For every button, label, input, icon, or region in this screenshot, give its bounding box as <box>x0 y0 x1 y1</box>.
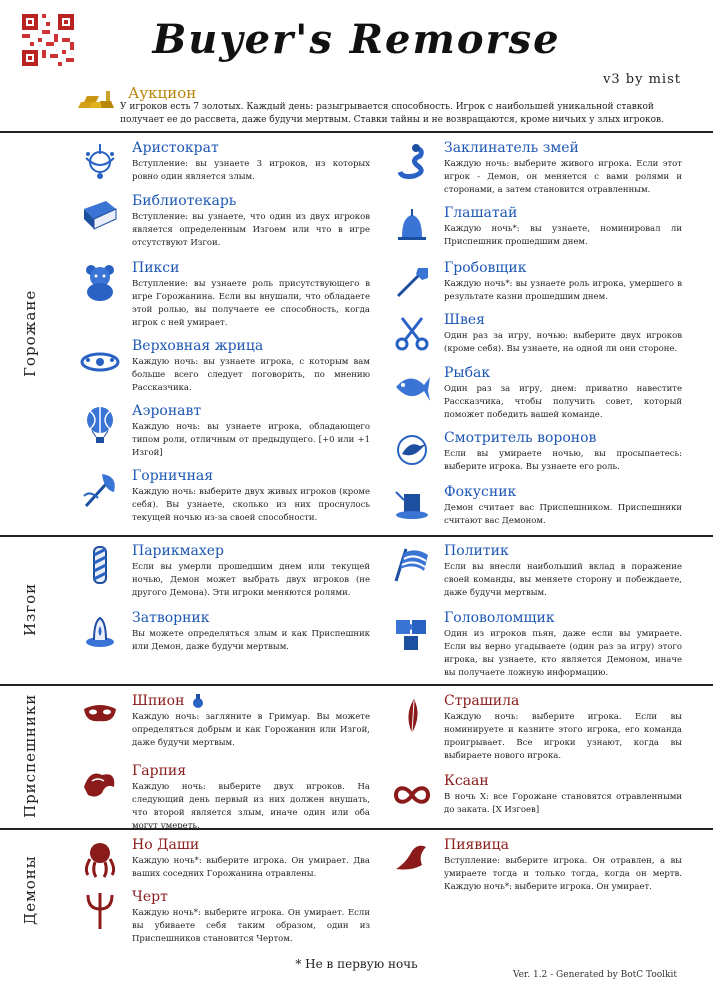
feather-duster-icon <box>80 470 120 510</box>
first-night-footnote: * Не в первую ночь <box>295 957 418 971</box>
role-name: Швея <box>444 312 485 328</box>
potion-icon <box>190 693 206 709</box>
role-ability: Каждую ночь: выберите живого игрока. Если этот игрок - Демон, он меняется с вами ролями и сторонами, а затем становится отравленным. <box>444 159 682 195</box>
team-label-demons: Демоны <box>21 855 39 925</box>
auction-text: У игроков есть 7 золотых. Каждый день: разыгрывается способность. Игрок с наибольшей уникальной ставкой получает ее до рассвета, даже будучи мертвым. Ставки тайны и не возвращаются, кроме ничьих у злых игроков. <box>120 102 664 125</box>
leech-icon <box>392 839 432 879</box>
role-name: Смотритель воронов <box>444 430 597 446</box>
role-ability: Демон считает вас Приспешником. Приспешники считают вас Демоном. <box>444 503 682 526</box>
trident-icon <box>80 891 120 931</box>
role-ability: Каждую ночь: вы узнаете игрока, с которым вам больше всего следует поговорить, по мнению Рассказчика. <box>132 357 370 393</box>
role-ability: Каждую ночь: выберите двух живых игроков (кроме себя). Вы узнаете, сколько из них проснулось текущей ночью из-за своей способности. <box>132 487 370 523</box>
role-name: Политик <box>444 543 509 559</box>
role-name: Горничная <box>132 468 214 484</box>
role-name: Страшила <box>444 693 520 709</box>
flag-icon <box>392 545 432 585</box>
role-name: Головоломщик <box>444 610 555 626</box>
role-ability: Если вы умерли прошедшим днем или текущей ночью, Демон может выбрать двух игроков (не другого Демона). Эти игроки меняются ролями. <box>132 562 370 598</box>
role-ability: Каждую ночь: вы узнаете игрока, обладающего типом роли, отличным от предыдущего. [+0 или +1 Изгой] <box>132 422 370 458</box>
crown-icon <box>80 340 120 380</box>
hot-air-balloon-icon <box>80 405 120 445</box>
role-ability: Вступление: вы узнаете, что один из двух игроков является определенным Изгоем или что в игре отсутствуют Изгои. <box>132 212 370 248</box>
role-ability: В ночь X: все Горожане становятся отравленными до заката. [X Изгоев] <box>444 792 682 815</box>
top-hat-icon <box>392 486 432 526</box>
bell-icon <box>392 207 432 247</box>
role-name: Затворник <box>132 610 210 626</box>
auction-title: Аукцион <box>128 84 197 102</box>
role-name: Глашатай <box>444 205 518 221</box>
puzzle-icon <box>392 612 432 652</box>
role-name: Черт <box>132 889 168 905</box>
role-ability: Каждую ночь*: выберите игрока. Он умирает. Два ваших соседних Горожанина отравлены. <box>132 856 370 879</box>
teddy-bear-icon <box>80 262 120 302</box>
role-ability: Один из игроков пьян, даже если вы умираете. Если вы верно угадываете (один раз за игру) этого игрока, вы узнаете, кто является Демоном, иначе вы получаете ложную информацию. <box>444 629 682 678</box>
raven-icon <box>392 432 432 472</box>
role-ability: Каждую ночь: выберите игрока. Если вы номинируете и казните этого игрока, его команда проигрывает. Все игроки узнают, когда вы выбираете нового игрока. <box>444 712 682 761</box>
role-name: Аристократ <box>132 140 219 156</box>
team-divider <box>0 535 713 537</box>
role-name: Шпион <box>132 693 185 709</box>
role-ability: Один раз за игру, днем: приватно навестите Рассказчика, чтобы получить совет, который поможет победить вашей команде. <box>444 384 682 420</box>
role-name: Аэронавт <box>132 403 202 419</box>
role-ability: Каждую ночь: загляните в Гримуар. Вы можете определяться добрым и как Горожанин или Изгой, даже будучи мертвым. <box>132 712 370 748</box>
oil-lamp-icon <box>80 612 120 652</box>
feather-icon <box>392 695 432 735</box>
infinity-icon <box>392 775 432 815</box>
role-name: Пикси <box>132 260 180 276</box>
gold-bars-icon <box>76 88 116 114</box>
role-name: Библиотекарь <box>132 193 237 209</box>
version-credit: Ver. 1.2 - Generated by BotC Toolkit <box>512 970 677 980</box>
role-ability: Каждую ночь*: выберите игрока. Он умирает. Если вы убиваете себя таким образом, один из Приспешников становится Чертом. <box>132 908 370 944</box>
role-ability: Если вы внесли наибольший вклад в поражение своей команды, вы меняете сторону и побеждаете, даже будучи мертвым. <box>444 562 682 598</box>
role-ability: Один раз за игру, ночью: выберите двух игроков (кроме себя). Вы узнаете, на одной ли они стороне. <box>444 331 682 354</box>
team-label-townsfolk: Горожане <box>21 289 39 377</box>
team-label-minions: Приспешники <box>21 693 39 819</box>
shovel-icon <box>392 262 432 302</box>
role-name: Фокусник <box>444 484 517 500</box>
fish-icon <box>392 367 432 407</box>
role-ability: Каждую ночь: выберите двух игроков. На следующий день первый из них должен внушать, что второй является злым, иначе один или оба могут умереть. <box>132 782 370 831</box>
role-name: Заклинатель змей <box>444 140 579 156</box>
role-name: Рыбак <box>444 365 491 381</box>
role-name: Парикмахер <box>132 543 224 559</box>
role-name: Верховная жрица <box>132 338 264 354</box>
role-name: Гробовщик <box>444 260 527 276</box>
team-divider <box>0 684 713 686</box>
role-name: Пиявица <box>444 837 509 853</box>
team-divider <box>0 131 713 133</box>
script-author: v3 by mist <box>603 72 681 87</box>
role-name: Ксаан <box>444 773 489 789</box>
chandelier-icon <box>80 142 120 182</box>
role-ability: Каждую ночь*: вы узнаете, номинировал ли Приспешник прошедшим днем. <box>444 224 682 247</box>
role-ability: Вы можете определяться злым и как Приспешник или Демон, даже будучи мертвым. <box>132 629 370 652</box>
role-ability: Вступление: выберите игрока. Он отравлен, а вы умираете тогда и только тогда, когда он мертв. Каждую ночь*: выберите игрока. Он умирает. <box>444 856 682 892</box>
barber-pole-icon <box>80 545 120 585</box>
octopus-icon <box>80 839 120 879</box>
role-ability: Если вы умираете ночью, вы просыпаетесь: выберите игрока. Вы узнаете его роль. <box>444 449 682 472</box>
snake-icon <box>392 142 432 182</box>
role-ability: Каждую ночь*: вы узнаете роль игрока, умершего в результате казни прошедшим днем. <box>444 279 682 302</box>
book-icon <box>80 195 120 235</box>
scissors-icon <box>392 314 432 354</box>
role-ability: Вступление: вы узнаете 3 игроков, из которых ровно один является злым. <box>132 159 370 182</box>
harpy-icon <box>80 765 120 805</box>
script-title: Buyer's Remorse <box>152 16 561 63</box>
role-name: Но Даши <box>132 837 200 853</box>
mask-icon <box>80 695 120 735</box>
role-ability: Вступление: вы узнаете роль присутствующего в игре Горожанина. Если вы внушали, что обладаете этой ролью, вы получаете ее способность, когда игрок с ней умирает. <box>132 279 370 328</box>
team-label-outsiders: Изгои <box>21 582 39 637</box>
role-name: Гарпия <box>132 763 187 779</box>
